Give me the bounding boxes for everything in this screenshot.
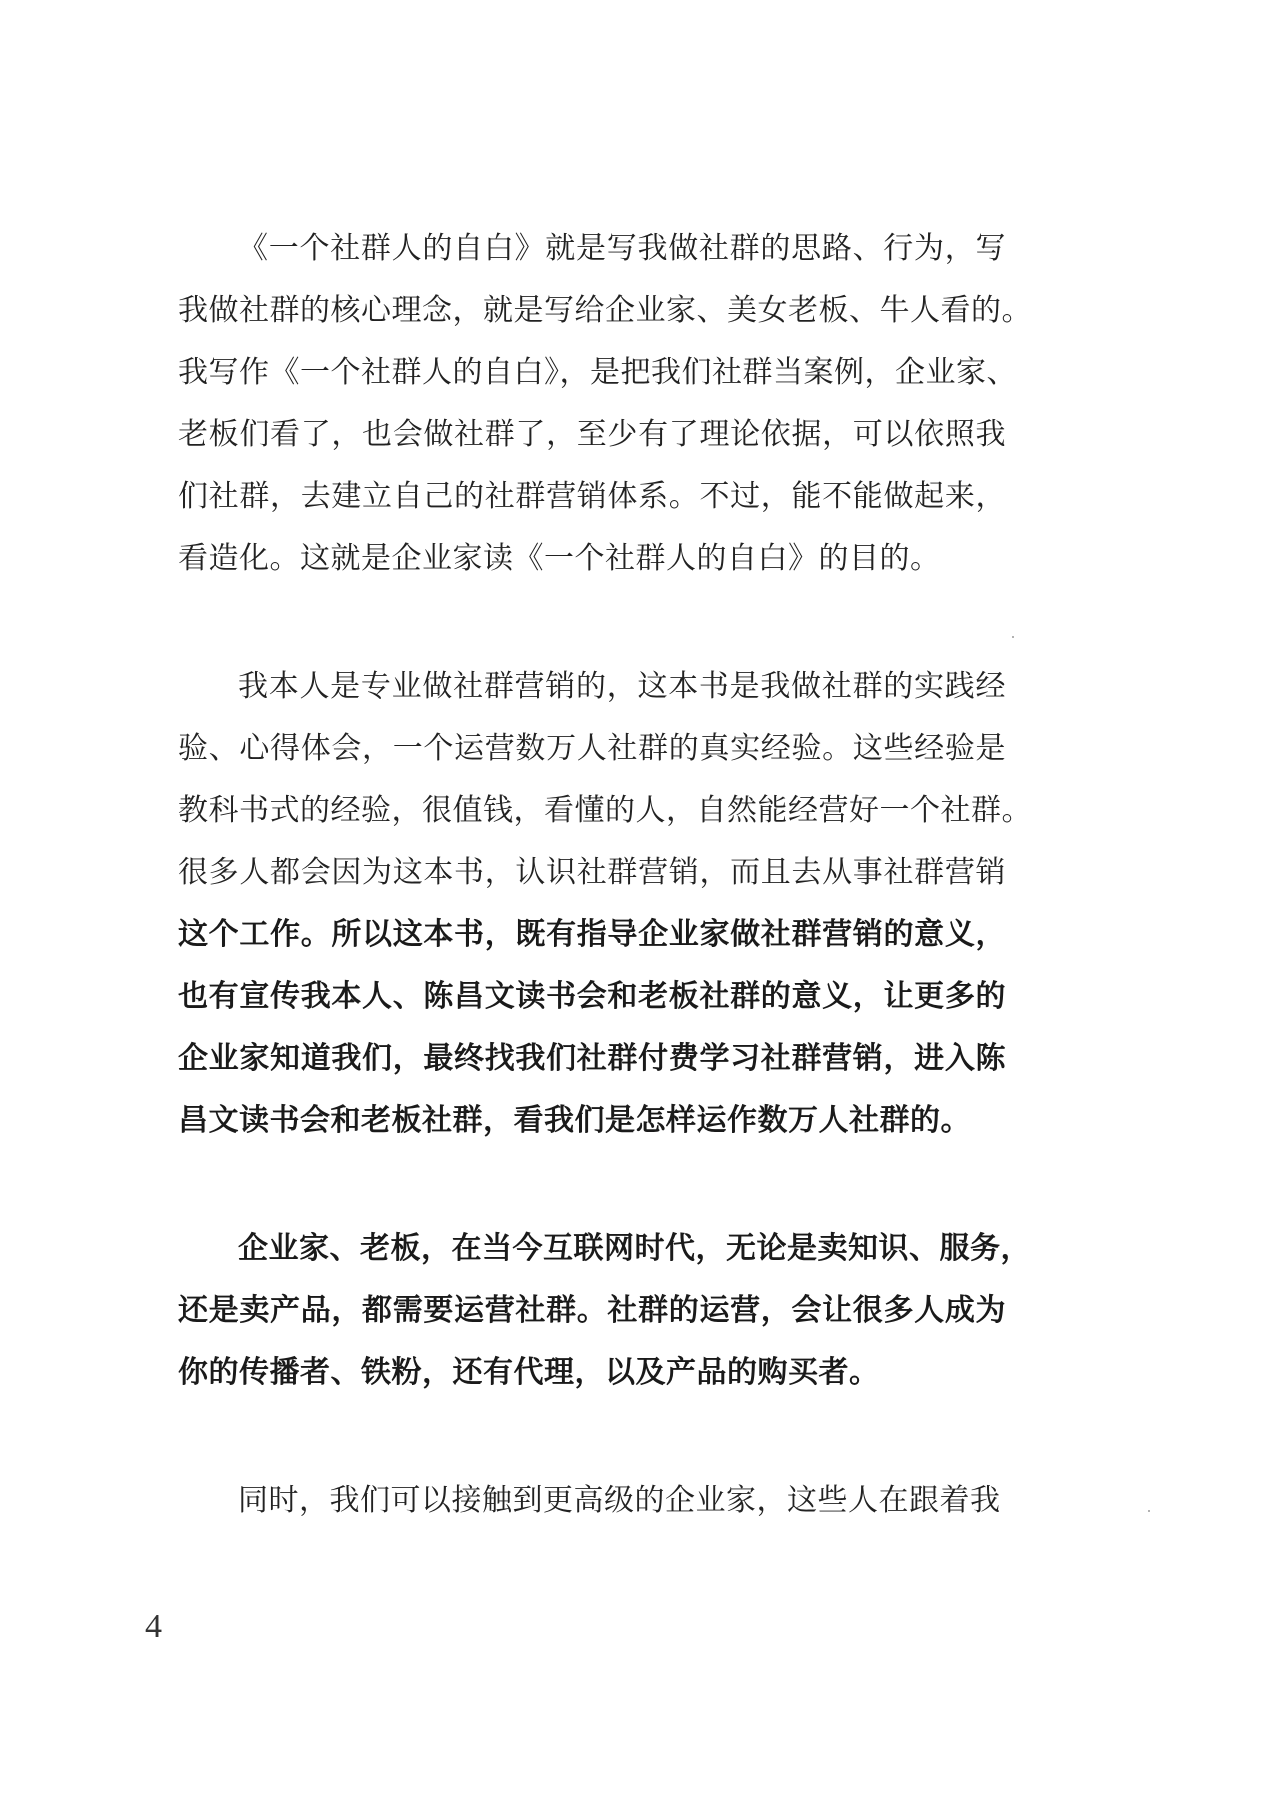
text-line: 企业家知道我们，最终找我们社群付费学习社群营销，进入陈	[178, 1041, 1006, 1076]
text-line: 企业家、老板，在当今互联网时代，无论是卖知识、服务，	[238, 1231, 1031, 1266]
paragraph	[178, 1218, 1031, 1404]
text-line: 老板们看了，也会做社群了，至少有了理论依据，可以依照我	[178, 417, 1006, 452]
text-line: 我本人是专业做社群营销的，这本书是我做社群的实践经	[238, 669, 1006, 704]
paragraph	[178, 218, 1032, 590]
text-line: 昌文读书会和老板社群，看我们是怎样运作数万人社群的。	[178, 1103, 971, 1138]
paragraph	[178, 656, 1032, 1152]
text-line: 这个工作。所以这本书，既有指导企业家做社群营销的意义，	[178, 917, 1006, 952]
scan-speck	[1148, 1510, 1150, 1512]
text-line: 还是卖产品，都需要运营社群。社群的运营，会让很多人成为	[178, 1293, 1006, 1328]
body-text	[178, 218, 1032, 1598]
text-line: 验、心得体会，一个运营数万人社群的真实经验。这些经验是	[178, 731, 1006, 766]
paragraph	[178, 1470, 1006, 1532]
text-line: 我做社群的核心理念，就是写给企业家、美女老板、牛人看的。	[178, 293, 1032, 328]
text-line: 同时，我们可以接触到更高级的企业家，这些人在跟着我	[238, 1483, 1001, 1518]
text-line: 看造化。这就是企业家读《一个社群人的自白》的目的。	[178, 541, 941, 576]
page-number: 4	[145, 1608, 162, 1645]
text-line: 们社群，去建立自己的社群营销体系。不过，能不能做起来，	[178, 479, 1006, 514]
text-line: 你的传播者、铁粉，还有代理，以及产品的购买者。	[178, 1355, 880, 1390]
text-line: 也有宣传我本人、陈昌文读书会和老板社群的意义，让更多的	[178, 979, 1006, 1014]
text-line: 我写作《一个社群人的自白》，是把我们社群当案例，企业家、	[178, 355, 1017, 390]
text-line: 教科书式的经验，很值钱，看懂的人，自然能经营好一个社群。	[178, 793, 1032, 828]
scan-speck	[1012, 636, 1014, 638]
text-line: 《一个社群人的自白》就是写我做社群的思路、行为，写	[238, 231, 1006, 266]
text-line: 很多人都会因为这本书，认识社群营销，而且去从事社群营销	[178, 855, 1006, 890]
